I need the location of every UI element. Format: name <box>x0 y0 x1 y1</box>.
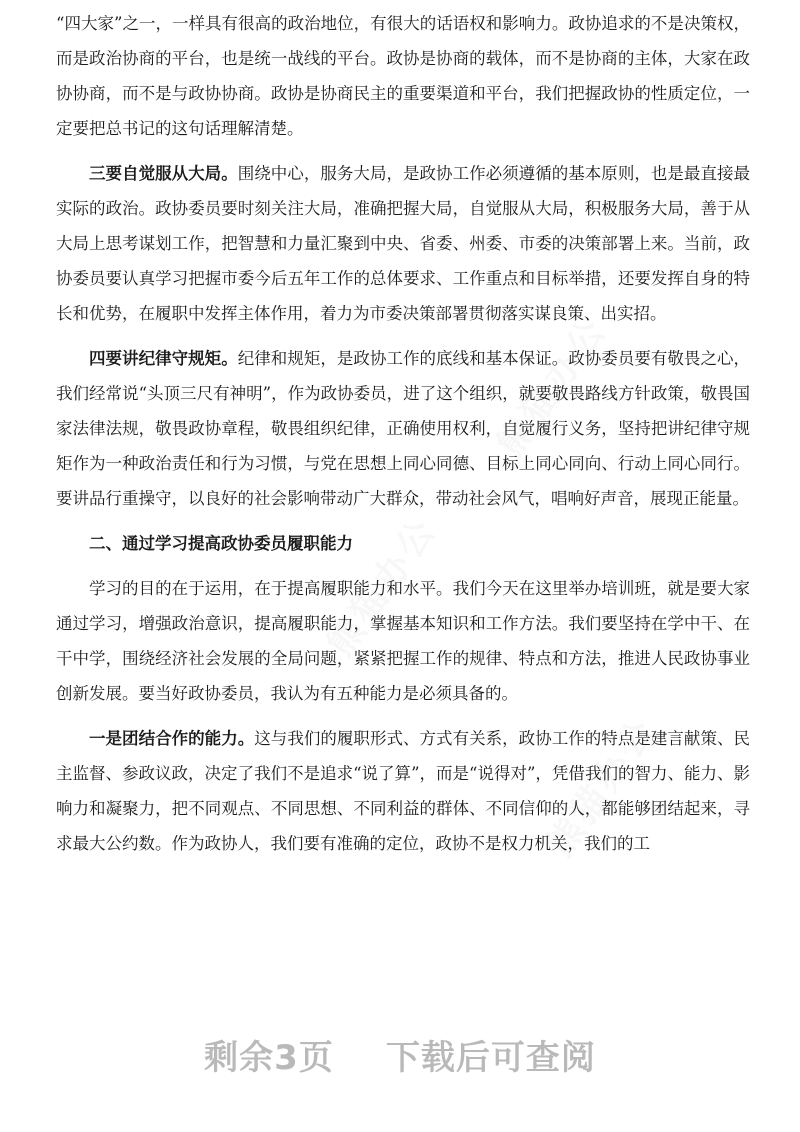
download-to-view-text: 下载后可查阅 <box>385 1038 596 1078</box>
remaining-pages-text: 剩余3页 <box>204 1038 334 1078</box>
paragraph <box>56 156 750 331</box>
watermark: 熊猫办公 <box>319 509 446 665</box>
paragraph-text: 学习的目的在于运用，在于提高履职能力和水平。我们今天在这里举办培训班，就是要大家通过学习，增强政治意识，提高履职能力，掌握基本知识和工作方法。我们要坚持在学中干、在干中学，围绕经济社会发展的全局问题，紧紧把握工作的规律、特点和方法，推进人民政协事业创新发展。要当好政协委员，我认为有五种能力是必须具备的。 <box>56 579 750 703</box>
paragraph <box>56 721 750 861</box>
paragraph-text: 纪律和规矩，是政协工作的底线和基本保证。政协委员要有敬畏之心，我们经常说“头顶三尺有神明”，作为政协委员，进了这个组织，就要敬畏路线方针政策，敬畏国家法律法规，敬畏政协章程，敬畏组织纪律，正确使用权利，自觉履行义务，坚持把讲纪律守规矩作为一种政治责任和行为习惯，与党在思想上同心同德、目标上同心同向、行动上同心同行。要讲品行重操守，以良好的社会影响带动广大群众，带动社会风气，唱响好声音，展现正能量。 <box>56 349 751 508</box>
paragraph-lead: 三要自觉服从大局。 <box>89 164 238 183</box>
watermark: 熊猫办公 <box>489 309 616 465</box>
paragraph-text: 这与我们的履职形式、方式有关系，政协工作的特点是建言献策、民主监督、参政议政，决定了我们不是追求“说了算”，而是“说得对”，凭借我们的智力、能力、影响力和凝聚力，把不同观点、不同思想、不同利益的群体、不同信仰的人，都能够团结起来，寻求最大公约数。作为政协人，我们要有准确的定位，政协不是权力机关，我们的工 <box>56 729 751 853</box>
paragraph <box>56 571 750 711</box>
paragraph <box>56 341 750 516</box>
download-prompt-banner[interactable] <box>0 1030 800 1079</box>
paragraph-lead: 一是团结合作的能力。 <box>89 729 255 748</box>
paragraph-lead: 四要讲纪律守规矩。 <box>89 349 238 368</box>
paragraph-text: 围绕中心，服务大局，是政协工作必须遵循的基本原则，也是最直接最实际的政治。政协委员要时刻关注大局，准确把握大局，自觉服从大局，积极服务大局，善于从大局上思考谋划工作，把智慧和力量汇聚到中央、省委、州委、市委的决策部署上来。当前，政协委员要认真学习把握市委今后五年工作的总体要求、工作重点和目标举措，还要发挥自身的特长和优势，在履职中发挥主体作用，着力为市委决策部署贯彻落实谋良策、出实招。 <box>56 164 751 323</box>
section-heading: 二、通过学习提高政协委员履职能力 <box>89 534 353 553</box>
watermark: 熊猫办公 <box>539 709 666 865</box>
paragraph-text: “四大家”之一，一样具有很高的政治地位，有很大的话语权和影响力。政协追求的不是决策权，而是政治协商的平台，也是统一战线的平台。政协是协商的载体，而不是协商的主体，大家在政协协商，而不是与政协协商。政协是协商民主的重要渠道和平台，我们把握政协的性质定位，一定要把总书记的这句话理解清楚。 <box>56 14 750 138</box>
paragraph <box>56 6 750 146</box>
document-body <box>56 6 750 861</box>
